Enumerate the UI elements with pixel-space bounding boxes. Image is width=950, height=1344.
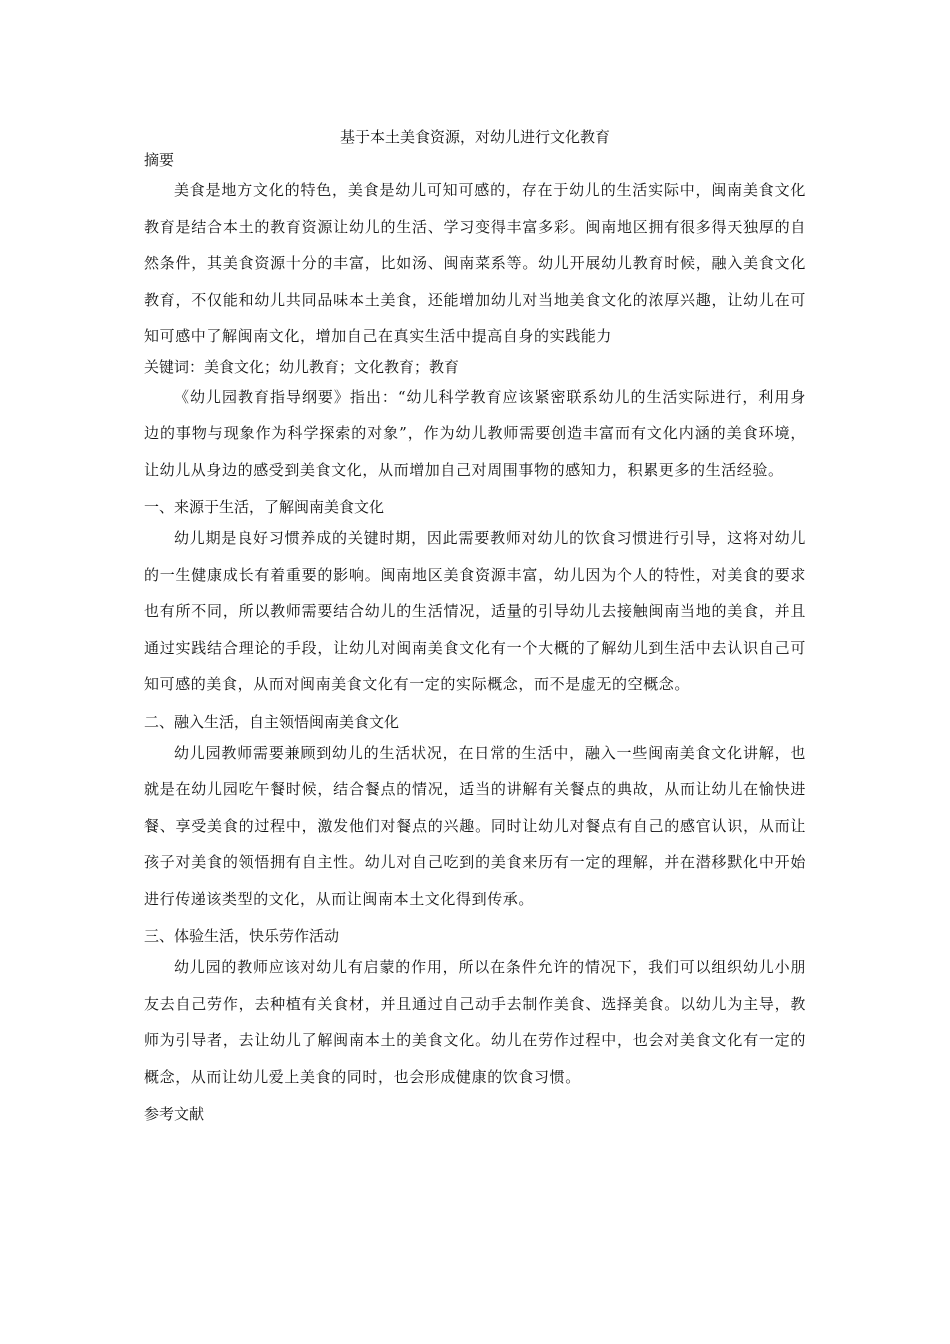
document-title: 基于本土美食资源，对幼儿进行文化教育 (339, 128, 610, 146)
section-2-paragraph: 幼儿园教师需要兼顾到幼儿的生活状况，在日常的生活中，融入一些闽南美食文化讲解，也就是在幼儿园吃午餐时候，结合餐点的情况，适当的讲解有关餐点的典故，从而让幼儿在愉快进餐、享受美食的过程中，激发他们对餐点的兴趣。同时让幼儿对餐点有自己的感官认识，从而让孩子对美食的领悟拥有自主性。幼儿对自己吃到的美食来历有一定的理解，并在潜移默化中开始进行传递该类型的文化，从而让闽南本土文化得到传承。 (144, 743, 806, 908)
section-2-heading: 二、融入生活，自主领悟闽南美食文化 (144, 712, 400, 731)
document-page (144, 126, 806, 1127)
abstract-label: 摘要 (144, 151, 175, 169)
intro-paragraph: 《幼儿园教育指导纲要》指出：“幼儿科学教育应该紧密联系幼儿的生活实际进行，利用身边的事物与现象作为科学探索的对象”，作为幼儿教师需要创造丰富而有文化内涵的美食环境，让幼儿从身边的感受到美食文化，从而增加自己对周围事物的感知力，积累更多的生活经验。 (144, 387, 806, 479)
section-1-heading: 一、来源于生活，了解闽南美食文化 (144, 498, 385, 516)
section-1-paragraph: 幼儿期是良好习惯养成的关键时期，因此需要教师对幼儿的饮食习惯进行引导，这将对幼儿的一生健康成长有着重要的影响。闽南地区美食资源丰富，幼儿因为个人的特性，对美食的要求也有所不同，所以教师需要结合幼儿的生活情况，适量的引导幼儿去接触闽南当地的美食，并且通过实践结合理论的手段，让幼儿对闽南美食文化有一个大概的了解幼儿到生活中去认识自己可知可感的美食，从而对闽南美食文化有一定的实际概念，而不是虚无的空概念。 (144, 529, 806, 693)
abstract-paragraph: 美食是地方文化的特色，美食是幼儿可知可感的，存在于幼儿的生活实际中，闽南美食文化教育是结合本土的教育资源让幼儿的生活、学习变得丰富多彩。闽南地区拥有很多得天独厚的自然条件，其美食资源十分的丰富，比如汤、闽南菜系等。幼儿开展幼儿教育时候，融入美食文化教育，不仅能和幼儿共同品味本土美食，还能增加幼儿对当地美食文化的浓厚兴趣，让幼儿在可知可感中了解闽南文化，增加自己在真实生活中提高自身的实践能力 (144, 181, 806, 345)
references-heading: 参考文献 (144, 1105, 205, 1123)
keywords-line: 关键词：美食文化；幼儿教育；文化教育；教育 (144, 357, 460, 376)
section-3-heading: 三、体验生活，快乐劳作活动 (144, 927, 340, 945)
section-3-paragraph: 幼儿园的教师应该对幼儿有启蒙的作用，所以在条件允许的情况下，我们可以组织幼儿小朋友去自己劳作，去种植有关食材，并且通过自己动手去制作美食、选择美食。以幼儿为主导，教师为引导者，去让幼儿了解闽南本土的美食文化。幼儿在劳作过程中，也会对美食文化有一定的概念，从而让幼儿爱上美食的同时，也会形成健康的饮食习惯。 (144, 958, 806, 1086)
